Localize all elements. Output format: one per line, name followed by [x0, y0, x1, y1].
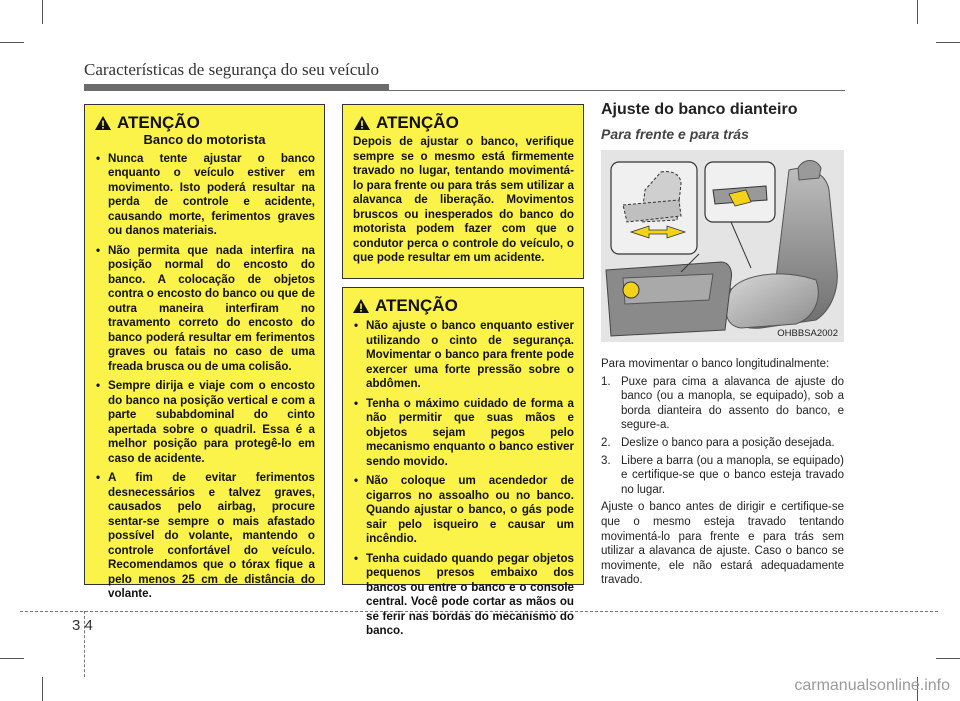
warning-triangle-icon [353, 115, 371, 131]
warning-box-adjust-cautions [342, 287, 584, 637]
section-subtitle: Para frente e para trás [601, 126, 749, 142]
warning-title [94, 112, 315, 132]
warning-triangle-icon [352, 298, 370, 314]
footer-dashed-rule [20, 611, 938, 612]
figure-code: OHBBSA2002 [777, 328, 838, 339]
warning-title-text: ATENÇÃO [117, 112, 200, 132]
crop-mark [936, 658, 960, 659]
warning-title-text: ATENÇÃO [375, 295, 458, 315]
instructions [601, 357, 844, 591]
step-item [601, 436, 844, 451]
warning-box-seat-lock [342, 104, 584, 279]
crop-mark [42, 677, 43, 701]
warning-list [94, 152, 315, 602]
instructions-closing: Ajuste o banco antes de dirigir e certifique-se que o mesmo esteja travado tentando movimentá-lo para frente e para trás sem utilizar a alavanca de ajuste. Caso o banco se movimente, ele não estará adequadamente travado. [601, 501, 844, 587]
warning-item: • Não coloque um acendedor de cigarros no assoalho ou no banco. Quando ajustar o banco, o gás pode sair pelo isqueiro e causar um incêndio. [352, 474, 574, 547]
warning-item: • A fim de evitar ferimentos desnecessários e talvez graves, causados pelo airbag, procure sentar-se sempre o mais afastado possível do volante, mantendo o controle confortável do veículo. Recomendamos que o tórax fique a pelo menos 25 cm de distância do volante. [94, 471, 315, 602]
crop-mark [0, 658, 24, 659]
warning-subtitle: Banco do motorista [143, 132, 266, 147]
seat-adjust-figure [601, 150, 844, 342]
warning-body: Depois de ajustar o banco, verifique sempre se o mesmo está firmemente travado no lugar, tentando movimentá-lo para frente ou para trás sem utilizar a alavanca de liberação. Movimentos bruscos ou inesperados do banco do motorista podem fazer com que o condutor perca o controle do veículo, o que pode resultar em um acidente. [353, 135, 574, 264]
step-number: 1. [601, 375, 611, 388]
warning-item: • Tenha o máximo cuidado de forma a não permitir que suas mãos e objetos sejam pegos pelo mecanismo enquanto o banco estiver sendo movido. [352, 397, 574, 470]
warning-item: • Não ajuste o banco enquanto estiver utilizando o cinto de segurança. Movimentar o banco para frente pode exercer uma forte pressão sobre o abdômen. [352, 319, 574, 392]
warning-box-driver-seat [84, 104, 325, 600]
seat-illustration [601, 150, 844, 342]
page-header-title: Características de segurança do seu veículo [84, 60, 380, 79]
warning-triangle-icon [94, 115, 112, 131]
warning-title-text: ATENÇÃO [376, 112, 459, 132]
crop-mark [917, 0, 918, 24]
step-number: 3. [601, 454, 611, 467]
warning-title [352, 295, 574, 315]
crop-mark [936, 42, 960, 43]
header-rule-bar [84, 84, 389, 91]
header-rule-line [389, 90, 845, 91]
step-text: Puxe para cima a alavanca de ajuste do banco (ou a manopla, se equipado), sob a borda dianteira do assento do banco, e segure-a. [621, 375, 844, 432]
warning-list [352, 319, 574, 639]
steps-list [601, 375, 844, 498]
step-text: Deslize o banco para a posição desejada. [621, 436, 835, 449]
step-number: 2. [601, 436, 611, 449]
crop-mark [42, 0, 43, 24]
warning-item: • Não permita que nada interfira na posição normal do encosto do banco. A colocação de objetos contra o encosto do banco ou que de outra maneira interfiram no travamento correto do encosto do banco poderá resultar em ferimentos graves ou fatais no caso de uma freada brusca ou de uma colisão. [94, 244, 315, 375]
warning-item: • Nunca tente ajustar o banco enquanto o veículo estiver em movimento. Isto poderá resultar na perda de controle e acidente, causando morte, ferimentos graves ou danos materiais. [94, 152, 315, 239]
page-number: 3 4 [72, 617, 93, 634]
step-item [601, 454, 844, 498]
step-text: Libere a barra (ou a manopla, se equipado) e certifique-se que o banco esteja travado no lugar. [621, 454, 844, 496]
crop-mark [0, 42, 24, 43]
warning-item: • Sempre dirija e viaje com o encosto do banco na posição vertical e com a parte subabdominal do cinto apertada sobre o quadril. Essa é a melhor posição para protegê-lo em caso de acidente. [94, 379, 315, 466]
step-item [601, 375, 844, 433]
warning-title [353, 112, 574, 132]
instructions-intro: Para movimentar o banco longitudinalmente: [601, 358, 830, 370]
section-title: Ajuste do banco dianteiro [601, 101, 798, 118]
watermark: carmanualsonline.info [794, 677, 950, 694]
warning-item: • Tenha cuidado quando pegar objetos pequenos presos embaixo dos bancos ou entre o banco e o console central. Você pode cortar as mãos ou se ferir nas bordas do mecanismo do banco. [352, 552, 574, 639]
